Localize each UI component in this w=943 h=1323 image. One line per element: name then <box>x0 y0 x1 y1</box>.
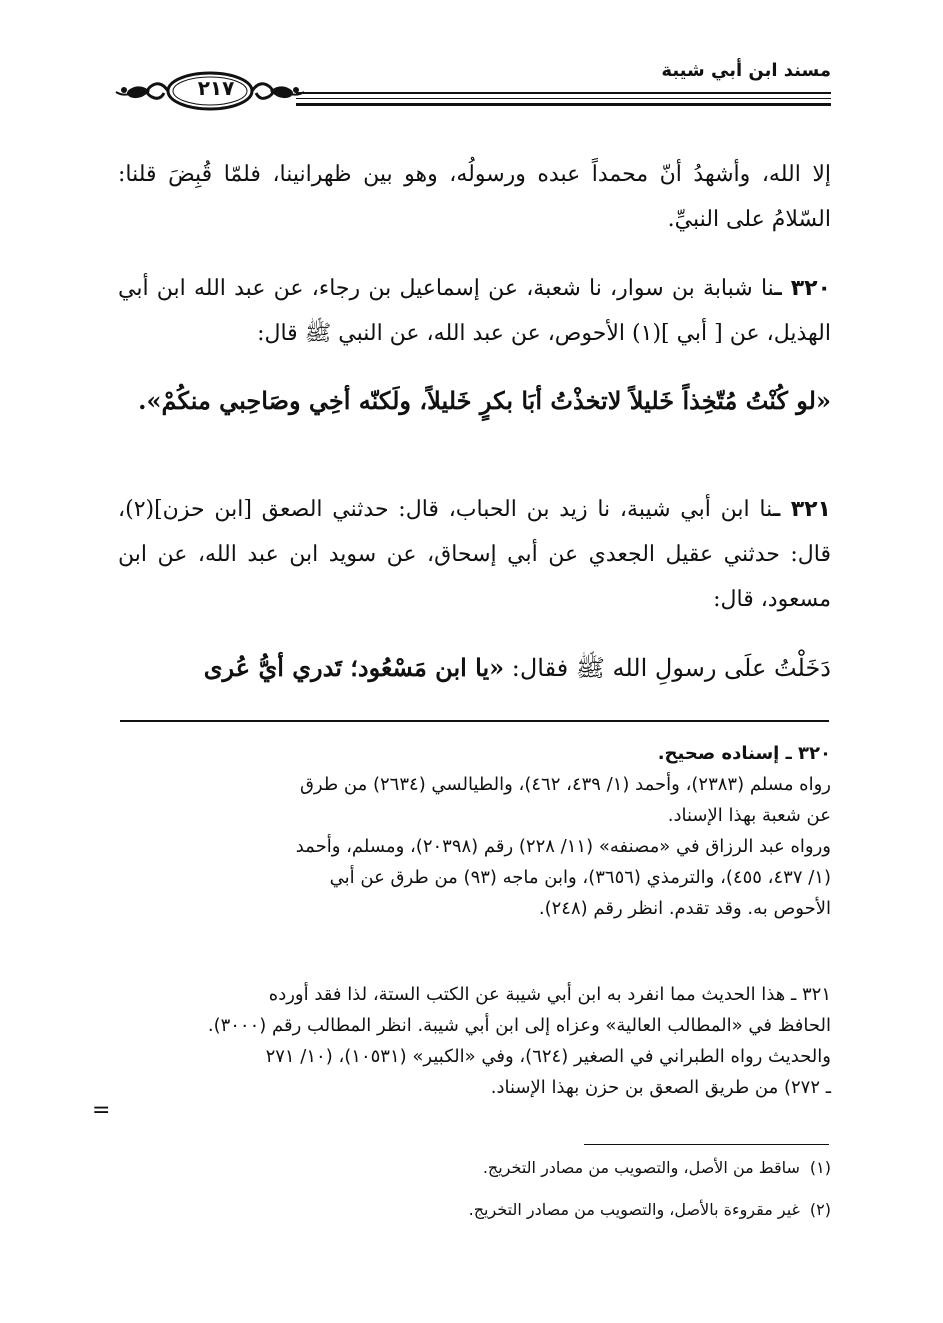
footnote-number: (٢) <box>809 1200 831 1219</box>
header-rule <box>296 103 831 106</box>
commentary-321 <box>118 979 831 1103</box>
commentary-title: ٣٢٠ ـ إسناده صحيح. <box>657 743 831 764</box>
commentary-line: والحديث رواه الطبراني في الصغير (٦٢٤)، وفي «الكبير» (١٠٥٣١)، (١٠/ ٢٧١ <box>265 1046 831 1067</box>
commentary-line: ـ ٢٧٢) من طريق الصعق بن حزن بهذا الإسناد. <box>490 1077 831 1098</box>
matn-quote: «يا ابن مَسْعُود؛ تَدري أيُّ عُرى <box>203 653 505 682</box>
commentary-line: الحافظ في «المطالب العالية» وعزاه إلى ابن أبي شيبة. انظر المطالب رقم (٣٠٠٠). <box>207 1015 831 1036</box>
footnote-text: غير مقروءة بالأصل، والتصويب من مصادر التخريج. <box>468 1200 800 1219</box>
commentary-line: ورواه عبد الرزاق في «مصنفه» (١١/ ٢٢٨) رقم (٢٠٣٩٨)، ومسلم، وأحمد <box>295 836 831 857</box>
matn-intro: دَخَلْتُ علَى رسولِ الله ﷺ فقال: <box>504 654 831 682</box>
commentary-line: الأحوص به. وقد تقدم. انظر رقم (٢٤٨). <box>538 898 831 919</box>
commentary-line: ٣٢١ ـ هذا الحديث مما انفرد به ابن أبي شيبة عن الكتب الستة، لذا فقد أورده <box>268 984 831 1005</box>
continuation-mark: = <box>92 1098 111 1123</box>
hadith-isnad: نا ابن أبي شيبة، نا زيد بن الحباب، قال: حدثني الصعق [ابن حزن](٢)، قال: حدثني عقيل الجعدي عن أبي إسحاق، عن سويد ابن عبد الله، عن ابن مسعود، قال: <box>118 497 831 612</box>
hadith-321: ٣٢١ ـنا ابن أبي شيبة، نا زيد بن الحباب، قال: حدثني الصعق [ابن حزن](٢)، قال: حدثني عقيل الجعدي عن أبي إسحاق، عن سويد ابن عبد الله، عن ابن مسعود، قال: <box>118 497 831 612</box>
hadith-isnad: نا شبابة بن سوار، نا شعبة، عن إسماعيل بن رجاء، عن عبد الله ابن أبي الهذيل، عن [ أبي ](١) الأحوص، عن عبد الله، عن النبي ﷺ قال: <box>118 276 831 346</box>
hadith-number: ٣٢١ <box>790 497 831 522</box>
hadith-321-matn <box>118 645 831 691</box>
running-header-title: مسند ابن أبي شيبة <box>661 60 831 81</box>
footnote-text: ساقط من الأصل، والتصويب من مصادر التخريج. <box>482 1158 800 1177</box>
page-number: ٢١٧ <box>197 76 235 100</box>
commentary-line: رواه مسلم (٢٣٨٣)، وأحمد (١/ ٤٣٩، ٤٦٢)، والطيالسي (٢٦٣٤) من طرق <box>299 774 831 795</box>
commentary-line: (١/ ٤٣٧، ٤٥٥)، والترمذي (٣٦٥٦)، وابن ماجه (٩٣) من طرق عن أبي <box>329 867 831 888</box>
hadith-320: ٣٢٠ ـنا شبابة بن سوار، نا شعبة، عن إسماعيل بن رجاء، عن عبد الله ابن أبي الهذيل، عن [ أبي ](١) الأحوص، عن عبد الله، عن النبي ﷺ قال: <box>118 276 831 346</box>
commentary-320 <box>118 738 831 924</box>
footnote-divider <box>584 1144 829 1145</box>
commentary-line: عن شعبة بهذا الإسناد. <box>667 805 831 826</box>
footnote-number: (١) <box>809 1158 831 1177</box>
commentary-divider <box>120 720 829 722</box>
footnote-1 <box>483 1156 831 1180</box>
header-rule <box>296 92 831 94</box>
hadith-320-matn: «لو كُنْتُ مُتّخِذاً خَليلاً لاتخذْتُ أبَا بكرٍ خَليلاً، ولَكنّه أخِي وصَاحِبي منكُمْ». <box>138 386 831 415</box>
hadith-number: ٣٢٠ <box>790 276 831 301</box>
paragraph-continuation: إلا الله، وأشهدُ أنّ محمداً عبده ورسولُه، وهو بين ظهرانينا، فلمّا قُبِضَ قلنا: السّلامُ على النبيِّ. <box>118 162 831 232</box>
footnote-2 <box>469 1198 831 1222</box>
header-rule <box>296 98 831 99</box>
